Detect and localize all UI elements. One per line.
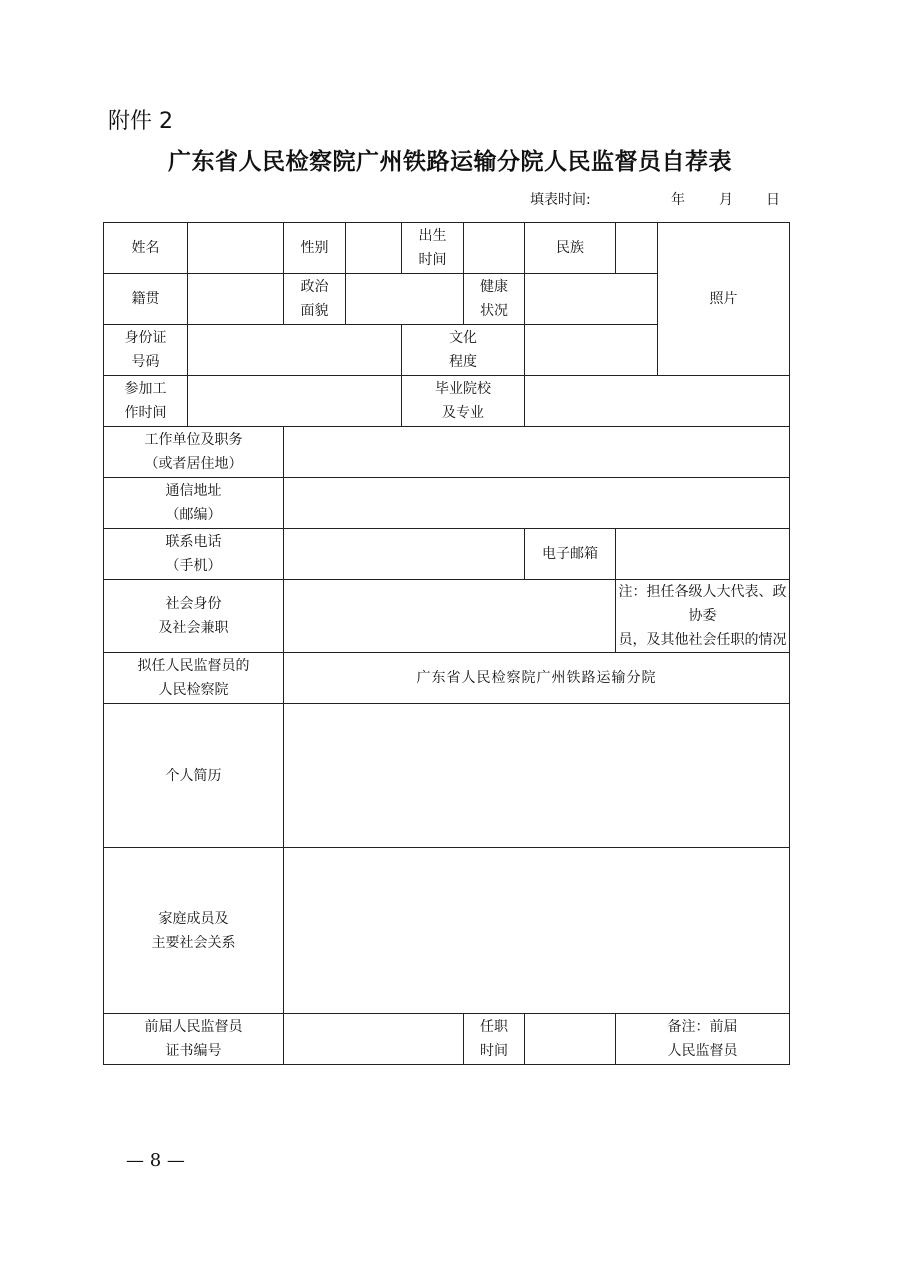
- name-field[interactable]: [188, 223, 284, 274]
- family-field[interactable]: [284, 848, 790, 1014]
- health-label: 健康 状况: [464, 274, 525, 325]
- prev-cert-label: 前届人民监督员 证书编号: [104, 1014, 284, 1065]
- school-label: 毕业院校 及专业: [402, 376, 525, 427]
- social-roles-label: 社会身份 及社会兼职: [104, 580, 284, 653]
- birth-label: 出生 时间: [402, 223, 464, 274]
- work-start-field[interactable]: [188, 376, 402, 427]
- resume-label: 个人简历: [104, 704, 284, 848]
- social-roles-note: 注：担任各级人大代表、政协委 员，及其他社会任职的情况: [616, 580, 790, 653]
- native-place-field[interactable]: [188, 274, 284, 325]
- family-label: 家庭成员及 主要社会关系: [104, 848, 284, 1014]
- native-place-label: 籍贯: [104, 274, 188, 325]
- form-title: 广东省人民检察院广州铁路运输分院人民监督员自荐表: [168, 148, 732, 175]
- term-label: 任职 时间: [464, 1014, 525, 1065]
- school-field[interactable]: [525, 376, 790, 427]
- fill-date-label: 填表时间:: [530, 192, 591, 208]
- birth-field[interactable]: [464, 223, 525, 274]
- prev-cert-field[interactable]: [284, 1014, 464, 1065]
- employer-field[interactable]: [284, 427, 790, 478]
- work-start-label: 参加工 作时间: [104, 376, 188, 427]
- fill-date-year: 年: [671, 192, 685, 208]
- employer-label: 工作单位及职务 （或者居住地）: [104, 427, 284, 478]
- resume-field[interactable]: [284, 704, 790, 848]
- remark-note: 备注：前届 人民监督员: [616, 1014, 790, 1065]
- health-field[interactable]: [525, 274, 658, 325]
- political-label: 政治 面貌: [284, 274, 346, 325]
- gender-label: 性别: [284, 223, 346, 274]
- id-number-field[interactable]: [188, 325, 402, 376]
- education-field[interactable]: [525, 325, 658, 376]
- attachment-label: 附件 2: [108, 109, 173, 134]
- target-procuratorate-value: 广东省人民检察院广州铁路运输分院: [284, 653, 790, 704]
- phone-label: 联系电话 （手机）: [104, 529, 284, 580]
- social-roles-field[interactable]: [284, 580, 616, 653]
- education-label: 文化 程度: [402, 325, 525, 376]
- phone-field[interactable]: [284, 529, 525, 580]
- address-label: 通信地址 （邮编）: [104, 478, 284, 529]
- gender-field[interactable]: [346, 223, 402, 274]
- photo-label: 照片: [709, 291, 738, 307]
- photo-cell[interactable]: [658, 223, 790, 376]
- term-field[interactable]: [525, 1014, 616, 1065]
- fill-date-month: 月: [719, 192, 733, 208]
- name-label: 姓名: [104, 223, 188, 274]
- fill-date-day: 日: [766, 192, 780, 208]
- address-field[interactable]: [284, 478, 790, 529]
- page-number: — 8 —: [126, 1150, 185, 1171]
- ethnicity-field[interactable]: [616, 223, 658, 274]
- self-recommendation-form: [103, 222, 790, 1065]
- id-number-label: 身份证 号码: [104, 325, 188, 376]
- email-label: 电子邮箱: [525, 529, 616, 580]
- ethnicity-label: 民族: [525, 223, 616, 274]
- political-field[interactable]: [346, 274, 464, 325]
- target-procuratorate-label: 拟任人民监督员的 人民检察院: [104, 653, 284, 704]
- email-field[interactable]: [616, 529, 790, 580]
